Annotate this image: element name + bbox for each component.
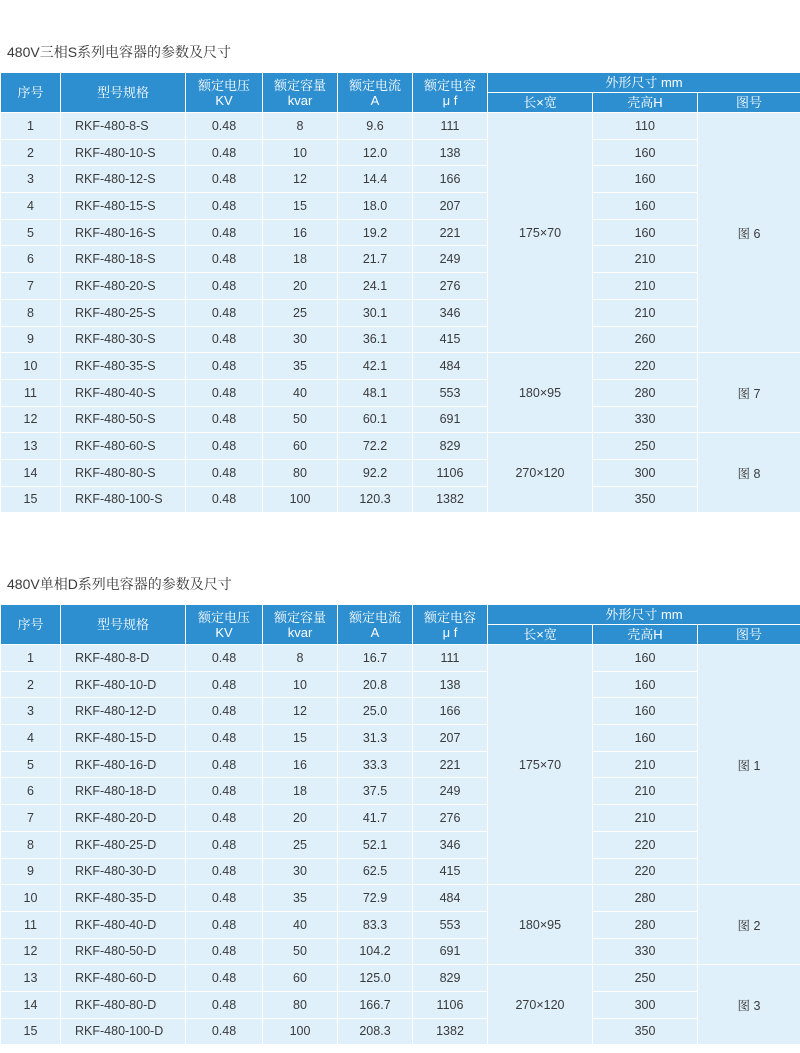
cell-current: 36.1 [338,326,413,353]
cell-height: 160 [593,166,698,193]
cell-voltage: 0.48 [186,671,263,698]
cell-height: 210 [593,751,698,778]
table-row [1,858,800,885]
cell-current: 9.6 [338,113,413,140]
cell-capacity: 35 [263,353,338,380]
cell-current: 24.1 [338,273,413,300]
cell-capacity: 12 [263,698,338,725]
cell-current: 14.4 [338,166,413,193]
cell-capacitance: 166 [413,698,488,725]
cell-capacity: 12 [263,166,338,193]
cell-voltage: 0.48 [186,805,263,832]
cell-capacity: 40 [263,379,338,406]
cell-index: 5 [1,219,61,246]
cell-capacitance: 691 [413,406,488,433]
cell-capacitance: 1106 [413,459,488,486]
cell-capacity: 16 [263,219,338,246]
cell-index: 8 [1,831,61,858]
cell-capacity: 18 [263,246,338,273]
cell-model: RKF-480-20-D [61,805,186,832]
cell-height: 260 [593,326,698,353]
cell-height: 220 [593,831,698,858]
cell-index: 8 [1,299,61,326]
table-row [1,166,800,193]
table-row [1,751,800,778]
cell-index: 6 [1,778,61,805]
cell-model: RKF-480-60-D [61,965,186,992]
cell-current: 42.1 [338,353,413,380]
cell-index: 3 [1,698,61,725]
cell-model: RKF-480-80-S [61,459,186,486]
cell-model: RKF-480-80-D [61,991,186,1018]
cell-index: 11 [1,911,61,938]
cell-capacitance: 221 [413,219,488,246]
table-row [1,219,800,246]
cell-height: 210 [593,778,698,805]
cell-height: 210 [593,246,698,273]
cell-model: RKF-480-10-S [61,139,186,166]
cell-figure: 图 8 [698,433,800,513]
cell-model: RKF-480-16-D [61,751,186,778]
cell-index: 4 [1,725,61,752]
header-model: 型号规格 [61,605,186,645]
header-capacity: 额定容量 kvar [263,605,338,645]
table-row [1,326,800,353]
cell-capacitance: 1382 [413,1018,488,1045]
cell-voltage: 0.48 [186,433,263,460]
cell-model: RKF-480-30-S [61,326,186,353]
cell-voltage: 0.48 [186,1018,263,1045]
cell-figure: 图 2 [698,885,800,965]
cell-capacitance: 207 [413,193,488,220]
section-title: 480V单相D系列电容器的参数及尺寸 [7,576,232,592]
cell-index: 2 [1,139,61,166]
table-row [1,645,800,672]
cell-capacitance: 415 [413,326,488,353]
table-row [1,885,800,912]
table-row [1,113,800,140]
cell-height: 160 [593,219,698,246]
table-row [1,805,800,832]
header-model: 型号规格 [61,73,186,113]
cell-capacitance: 1106 [413,991,488,1018]
cell-voltage: 0.48 [186,645,263,672]
cell-model: RKF-480-60-S [61,433,186,460]
cell-capacity: 8 [263,113,338,140]
cell-height: 280 [593,885,698,912]
cell-height: 210 [593,805,698,832]
header-index: 序号 [1,605,61,645]
cell-height: 280 [593,911,698,938]
cell-index: 12 [1,406,61,433]
cell-index: 10 [1,885,61,912]
cell-index: 11 [1,379,61,406]
cell-index: 13 [1,433,61,460]
table-row [1,139,800,166]
header-current: 额定电流 A [338,73,413,113]
cell-capacity: 30 [263,326,338,353]
cell-current: 166.7 [338,991,413,1018]
section-title: 480V三相S系列电容器的参数及尺寸 [7,44,232,60]
cell-length-width: 270×120 [488,433,593,513]
cell-current: 16.7 [338,645,413,672]
cell-figure: 图 6 [698,113,800,353]
cell-voltage: 0.48 [186,139,263,166]
table-row [1,1018,800,1045]
cell-current: 48.1 [338,379,413,406]
cell-current: 52.1 [338,831,413,858]
header-length-width: 长×宽 [488,625,593,645]
cell-capacitance: 829 [413,433,488,460]
cell-capacitance: 138 [413,139,488,166]
cell-current: 125.0 [338,965,413,992]
cell-height: 350 [593,1018,698,1045]
cell-model: RKF-480-100-D [61,1018,186,1045]
cell-current: 83.3 [338,911,413,938]
cell-current: 30.1 [338,299,413,326]
cell-capacity: 50 [263,938,338,965]
cell-index: 9 [1,858,61,885]
header-capacitance: 额定电容 μ f [413,73,488,113]
cell-model: RKF-480-25-D [61,831,186,858]
table-row [1,778,800,805]
cell-voltage: 0.48 [186,219,263,246]
cell-index: 14 [1,991,61,1018]
cell-height: 210 [593,299,698,326]
header-figure: 图号 [698,93,800,113]
cell-current: 18.0 [338,193,413,220]
cell-model: RKF-480-35-D [61,885,186,912]
header-dimensions: 外形尺寸 mm [488,605,800,625]
cell-capacity: 20 [263,273,338,300]
cell-capacity: 60 [263,965,338,992]
cell-index: 7 [1,273,61,300]
cell-voltage: 0.48 [186,751,263,778]
cell-model: RKF-480-25-S [61,299,186,326]
cell-capacity: 80 [263,991,338,1018]
cell-model: RKF-480-20-S [61,273,186,300]
cell-capacitance: 484 [413,885,488,912]
cell-current: 120.3 [338,486,413,513]
cell-height: 300 [593,991,698,1018]
cell-current: 92.2 [338,459,413,486]
cell-height: 300 [593,459,698,486]
cell-current: 33.3 [338,751,413,778]
cell-height: 160 [593,139,698,166]
cell-figure: 图 3 [698,965,800,1045]
cell-current: 20.8 [338,671,413,698]
cell-index: 10 [1,353,61,380]
cell-current: 72.2 [338,433,413,460]
cell-capacitance: 166 [413,166,488,193]
cell-current: 12.0 [338,139,413,166]
cell-voltage: 0.48 [186,166,263,193]
table-row [1,991,800,1018]
cell-height: 280 [593,379,698,406]
spec-table-d [0,604,800,1045]
cell-capacity: 15 [263,725,338,752]
cell-capacitance: 829 [413,965,488,992]
cell-voltage: 0.48 [186,725,263,752]
header-capacity: 额定容量 kvar [263,73,338,113]
cell-voltage: 0.48 [186,885,263,912]
cell-capacitance: 221 [413,751,488,778]
table-row [1,725,800,752]
cell-model: RKF-480-35-S [61,353,186,380]
table-row [1,671,800,698]
cell-voltage: 0.48 [186,486,263,513]
cell-model: RKF-480-50-S [61,406,186,433]
cell-voltage: 0.48 [186,778,263,805]
cell-current: 104.2 [338,938,413,965]
cell-voltage: 0.48 [186,858,263,885]
cell-model: RKF-480-18-D [61,778,186,805]
cell-model: RKF-480-100-S [61,486,186,513]
cell-voltage: 0.48 [186,326,263,353]
header-height: 壳高H [593,625,698,645]
header-height: 壳高H [593,93,698,113]
cell-capacitance: 207 [413,725,488,752]
cell-index: 15 [1,486,61,513]
cell-figure: 图 7 [698,353,800,433]
spec-table-s [0,72,800,513]
cell-voltage: 0.48 [186,379,263,406]
header-dimensions: 外形尺寸 mm [488,73,800,93]
cell-capacitance: 484 [413,353,488,380]
cell-model: RKF-480-8-D [61,645,186,672]
header-capacitance: 额定电容 μ f [413,605,488,645]
cell-index: 5 [1,751,61,778]
cell-model: RKF-480-15-D [61,725,186,752]
cell-current: 62.5 [338,858,413,885]
cell-model: RKF-480-16-S [61,219,186,246]
cell-height: 220 [593,353,698,380]
cell-capacitance: 276 [413,805,488,832]
header-voltage: 额定电压 KV [186,73,263,113]
cell-height: 250 [593,965,698,992]
cell-index: 7 [1,805,61,832]
header-voltage: 额定电压 KV [186,605,263,645]
header-index: 序号 [1,73,61,113]
cell-current: 41.7 [338,805,413,832]
header-figure: 图号 [698,625,800,645]
cell-capacitance: 249 [413,778,488,805]
cell-current: 25.0 [338,698,413,725]
cell-capacity: 25 [263,831,338,858]
cell-capacitance: 346 [413,831,488,858]
cell-index: 1 [1,645,61,672]
cell-height: 250 [593,433,698,460]
cell-capacitance: 553 [413,379,488,406]
table-row [1,938,800,965]
table-row [1,486,800,513]
cell-voltage: 0.48 [186,911,263,938]
cell-height: 220 [593,858,698,885]
cell-model: RKF-480-18-S [61,246,186,273]
cell-capacity: 15 [263,193,338,220]
cell-figure: 图 1 [698,645,800,885]
cell-height: 160 [593,671,698,698]
cell-model: RKF-480-15-S [61,193,186,220]
cell-index: 3 [1,166,61,193]
table-row [1,831,800,858]
cell-voltage: 0.48 [186,698,263,725]
cell-height: 110 [593,113,698,140]
cell-voltage: 0.48 [186,938,263,965]
cell-length-width: 270×120 [488,965,593,1045]
cell-voltage: 0.48 [186,831,263,858]
cell-capacitance: 415 [413,858,488,885]
table-row [1,353,800,380]
cell-voltage: 0.48 [186,406,263,433]
cell-capacitance: 138 [413,671,488,698]
cell-current: 37.5 [338,778,413,805]
cell-height: 210 [593,273,698,300]
cell-model: RKF-480-12-D [61,698,186,725]
cell-current: 208.3 [338,1018,413,1045]
cell-capacitance: 276 [413,273,488,300]
cell-index: 1 [1,113,61,140]
table-row [1,965,800,992]
table-row [1,246,800,273]
cell-height: 160 [593,698,698,725]
cell-voltage: 0.48 [186,991,263,1018]
table-row [1,433,800,460]
cell-model: RKF-480-10-D [61,671,186,698]
cell-voltage: 0.48 [186,113,263,140]
table-row [1,379,800,406]
cell-voltage: 0.48 [186,299,263,326]
cell-capacity: 100 [263,1018,338,1045]
cell-voltage: 0.48 [186,193,263,220]
cell-index: 12 [1,938,61,965]
cell-capacitance: 111 [413,645,488,672]
table-row [1,273,800,300]
cell-length-width: 175×70 [488,645,593,885]
cell-capacity: 20 [263,805,338,832]
cell-capacity: 10 [263,139,338,166]
cell-length-width: 180×95 [488,353,593,433]
table-row [1,698,800,725]
header-current: 额定电流 A [338,605,413,645]
cell-model: RKF-480-40-S [61,379,186,406]
table-row [1,911,800,938]
cell-capacity: 60 [263,433,338,460]
cell-capacity: 40 [263,911,338,938]
cell-index: 9 [1,326,61,353]
cell-voltage: 0.48 [186,246,263,273]
cell-index: 4 [1,193,61,220]
cell-capacity: 50 [263,406,338,433]
cell-capacitance: 346 [413,299,488,326]
table-row [1,459,800,486]
cell-index: 6 [1,246,61,273]
table-row [1,193,800,220]
cell-model: RKF-480-12-S [61,166,186,193]
cell-capacitance: 249 [413,246,488,273]
cell-current: 31.3 [338,725,413,752]
cell-height: 330 [593,406,698,433]
cell-current: 21.7 [338,246,413,273]
cell-model: RKF-480-40-D [61,911,186,938]
cell-index: 2 [1,671,61,698]
cell-index: 13 [1,965,61,992]
cell-capacity: 16 [263,751,338,778]
cell-capacitance: 1382 [413,486,488,513]
cell-height: 160 [593,193,698,220]
cell-model: RKF-480-8-S [61,113,186,140]
cell-capacity: 35 [263,885,338,912]
cell-current: 19.2 [338,219,413,246]
cell-model: RKF-480-30-D [61,858,186,885]
cell-height: 330 [593,938,698,965]
cell-voltage: 0.48 [186,459,263,486]
cell-length-width: 180×95 [488,885,593,965]
header-length-width: 长×宽 [488,93,593,113]
table-row [1,406,800,433]
cell-capacity: 8 [263,645,338,672]
cell-length-width: 175×70 [488,113,593,353]
cell-current: 72.9 [338,885,413,912]
cell-index: 15 [1,1018,61,1045]
cell-current: 60.1 [338,406,413,433]
cell-voltage: 0.48 [186,965,263,992]
cell-capacity: 18 [263,778,338,805]
table-row [1,299,800,326]
cell-capacity: 10 [263,671,338,698]
cell-model: RKF-480-50-D [61,938,186,965]
cell-voltage: 0.48 [186,273,263,300]
cell-height: 160 [593,725,698,752]
cell-capacitance: 111 [413,113,488,140]
cell-capacity: 25 [263,299,338,326]
cell-height: 160 [593,645,698,672]
cell-capacity: 80 [263,459,338,486]
cell-index: 14 [1,459,61,486]
cell-capacity: 30 [263,858,338,885]
cell-capacitance: 691 [413,938,488,965]
cell-voltage: 0.48 [186,353,263,380]
cell-height: 350 [593,486,698,513]
cell-capacitance: 553 [413,911,488,938]
cell-capacity: 100 [263,486,338,513]
